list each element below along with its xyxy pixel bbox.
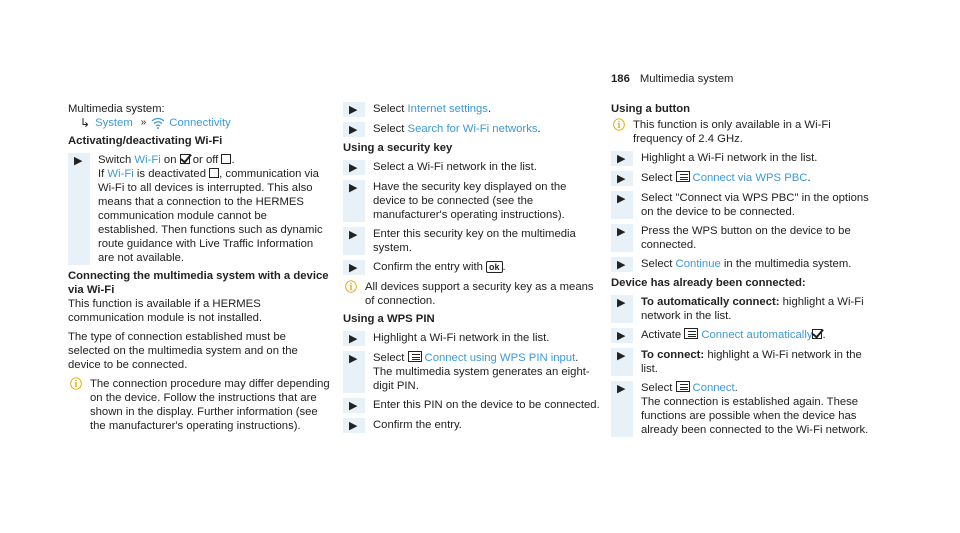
step-to-connect: ▶ To connect: highlight a Wi-Fi network in the list. [611,348,873,376]
step-arrow-icon: ▶ [617,173,626,185]
step-confirm-ok: ▶ Confirm the entry with ok . [343,260,605,275]
step-display-key: ▶ Have the security key displayed on the device to be connected (see the manufacturer's operating instructions). [343,180,605,222]
step-arrow-icon: ▶ [349,262,358,274]
breadcrumb [68,116,330,130]
step-arrow-icon: ▶ [617,350,626,362]
step-select-network: ▶ Select a Wi-Fi network in the list. [343,160,605,175]
step-switch-wifi: ▶ Switch Wi-Fi on or off . If Wi-Fi is deactivated , communication via Wi-Fi to all devices is interrupted. This also means that a connection to the HERMES communication module cannot be established. Then functions such as dynamic route guidance with Live Traffic Information are not available. [68,153,330,265]
search-wifi-link[interactable]: Search for Wi-Fi networks [407,123,538,135]
step-arrow-icon: ▶ [349,124,358,136]
para-connection-type: The type of connection established must be selected on the multimedia system and on the device to be connected. [68,331,298,371]
step-arrow-icon: ▶ [617,383,626,395]
step-highlight-network: ▶ Highlight a Wi-Fi network in the list. [611,151,873,166]
step-auto-connect: ▶ To automatically connect: highlight a Wi-Fi network in the list. [611,295,873,323]
heading-wps-pin: Using a WPS PIN [343,313,435,325]
step-arrow-icon: ▶ [349,420,358,432]
step-arrow-icon: ▶ [617,297,626,309]
step-select-on-device: ▶ Select "Connect via WPS PBC" in the options on the device to be connected. [611,191,873,219]
info-icon: ⓘ [70,377,83,391]
step-select-connect: ▶ Select Connect. The connection is established again. These functions are possible when the device has already been connected to the Wi-Fi network. [611,381,873,437]
arrow-return-icon: ↳ [80,116,91,130]
step-highlight-network: ▶ Highlight a Wi-Fi network in the list. [343,331,605,346]
menu-icon [676,381,690,392]
step-search-wifi: ▶ Select Search for Wi-Fi networks. [343,122,605,137]
heading-using-button: Using a button [611,103,691,115]
double-chevron-icon: » [140,117,147,128]
step-press-wps: ▶ Press the WPS button on the device to be connected. [611,224,873,252]
page-number: 186 [611,73,630,85]
wps-pbc-link[interactable]: Connect via WPS PBC [692,172,808,184]
heading-security-key: Using a security key [343,142,453,154]
wifi-icon [151,117,165,129]
step-arrow-icon: ▶ [617,330,626,342]
connect-automatically-link[interactable]: Connect automatically [701,329,813,341]
note: ⓘ This function is only available in a Wi-Fi frequency of 2.4 GHz. [613,118,831,145]
step-arrow-icon: ▶ [349,229,358,241]
step-activate-auto: ▶ Activate Connect automatically . [611,328,873,343]
heading-activating-wifi: Activating/deactivating Wi-Fi [68,135,223,147]
info-icon: ⓘ [345,280,358,294]
step-confirm-entry: ▶ Confirm the entry. [343,418,605,433]
step-continue: ▶ Select Continue in the multimedia system. [611,257,873,272]
wps-pin-link[interactable]: Connect using WPS PIN input [424,352,576,364]
checkbox-empty-icon [209,168,219,178]
heading-connecting-device: Connecting the multimedia system with a device via Wi-Fi [68,270,329,296]
checkbox-empty-icon [221,154,231,164]
crumb-connectivity[interactable]: Connectivity [169,117,231,129]
column-3 [611,102,873,437]
para-availability: This function is available if a HERMES communication module is not installed. [68,298,263,324]
step-arrow-icon: ▶ [349,333,358,345]
note: ⓘ The connection procedure may differ depending on the device. Follow the instructions that are shown in the display. Further information (see the manufacturer's operating instructions). [70,377,330,432]
step-arrow-icon: ▶ [617,153,626,165]
column-2 [343,102,605,433]
connect-link[interactable]: Connect [692,382,735,394]
wifi-option[interactable]: Wi-Fi [134,154,161,166]
step-arrow-icon: ▶ [617,226,626,238]
step-enter-key: ▶ Enter this security key on the multimedia system. [343,227,605,255]
note: ⓘ All devices support a security key as a means of connection. [345,280,594,307]
path-label: Multimedia system: [68,103,165,115]
step-arrow-icon: ▶ [617,193,626,205]
page-header [611,72,733,86]
step-arrow-icon: ▶ [349,353,358,365]
crumb-system[interactable]: System [95,117,133,129]
checkbox-checked-icon [180,154,190,164]
step-arrow-icon: ▶ [617,259,626,271]
step-enter-pin: ▶ Enter this PIN on the device to be connected. [343,398,605,413]
step-arrow-icon: ▶ [349,162,358,174]
step-arrow-icon: ▶ [74,155,83,167]
continue-link[interactable]: Continue [675,258,721,270]
step-arrow-icon: ▶ [349,104,358,116]
column-1 [68,102,330,433]
ok-icon: ok [486,261,503,273]
menu-icon [408,351,422,362]
menu-icon [684,328,698,339]
step-arrow-icon: ▶ [349,182,358,194]
heading-already-connected: Device has already been connected: [611,277,806,289]
step-wps-pin: ▶ Select Connect using WPS PIN input. The multimedia system generates an eight-digit PIN. [343,351,605,393]
page-header-title: Multimedia system [639,73,734,85]
menu-icon [676,171,690,182]
step-arrow-icon: ▶ [349,400,358,412]
internet-settings-link[interactable]: Internet settings [407,103,488,115]
info-icon: ⓘ [613,118,626,132]
checkbox-checked-icon [812,329,822,339]
step-wps-pbc: ▶ Select Connect via WPS PBC. [611,171,873,186]
step-internet-settings: ▶ Select Internet settings. [343,102,605,117]
